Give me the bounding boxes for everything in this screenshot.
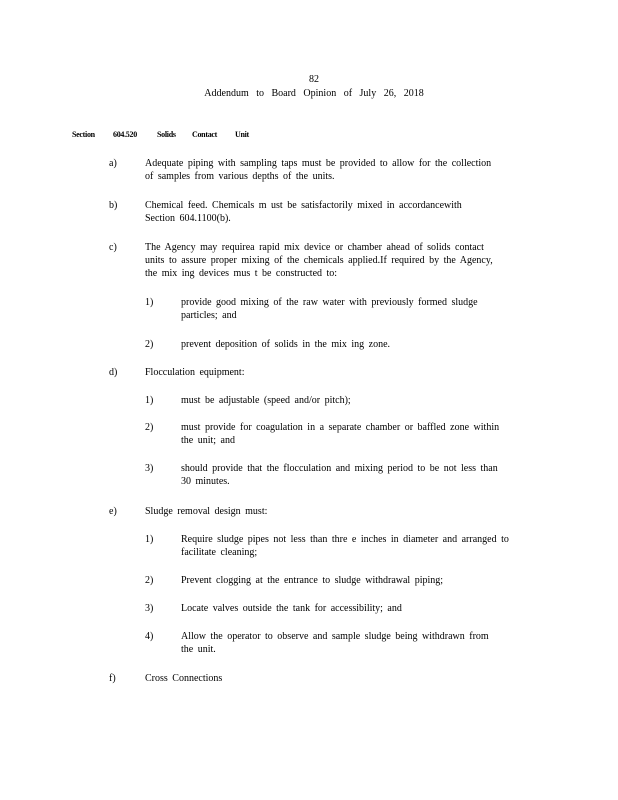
list-item-label: f) xyxy=(109,673,116,684)
section-word-solids: Solids xyxy=(157,130,176,139)
sub-item-text: Allow the operator to observe and sample sludge being withdrawn from the unit. xyxy=(181,631,489,655)
sub-item-label: 2) xyxy=(145,422,154,433)
sub-item-text: should provide that the flocculation and mixing period to be not less than 30 minutes. xyxy=(181,463,498,487)
page-title: Addendum to Board Opinion of July 26, 2018 xyxy=(204,88,424,99)
list-item-text: Adequate piping with sampling taps must be provided to allow for the collection of samples from various depths of the units. xyxy=(145,158,492,182)
list-item-label: d) xyxy=(109,367,118,378)
sub-item-text: prevent deposition of solids in the mix ing zone. xyxy=(181,339,391,350)
list-item-text: Flocculation equipment: xyxy=(145,367,245,378)
sub-item-label: 3) xyxy=(145,463,154,474)
section-word-contact: Contact xyxy=(192,130,218,139)
list-item-text: Cross Connections xyxy=(145,673,223,684)
list-item-text: Sludge removal design must: xyxy=(145,506,268,517)
sub-item-label: 2) xyxy=(145,339,154,350)
page-number: 82 xyxy=(309,74,319,85)
section-number: 604.520 xyxy=(113,130,137,139)
sub-item-label: 3) xyxy=(145,603,154,614)
list-item-text: The Agency may requirea rapid mix device or chamber ahead of solids contact units to assure proper mixing of the chemicals applied.If required by the Agency, the mix ing devices mus t be constructed to: xyxy=(145,242,493,279)
sub-item-label: 2) xyxy=(145,575,154,586)
list-item-label: a) xyxy=(109,158,117,169)
sub-item-label: 1) xyxy=(145,395,154,406)
sub-item-text: Prevent clogging at the entrance to sludge withdrawal piping; xyxy=(181,575,444,586)
sub-item-text: must be adjustable (speed and/or pitch); xyxy=(181,395,351,406)
sub-item-label: 1) xyxy=(145,297,154,308)
sub-item-text: must provide for coagulation in a separate chamber or baffled zone within the unit; and xyxy=(181,422,500,446)
list-item-label: b) xyxy=(109,200,118,211)
sub-item-label: 1) xyxy=(145,534,154,545)
list-item-text: Chemical feed. Chemicals m ust be satisfactorily mixed in accordancewith Section 604.1100(b). xyxy=(145,200,462,224)
list-item-label: c) xyxy=(109,242,117,253)
sub-item-label: 4) xyxy=(145,631,154,642)
sub-item-text: Locate valves outside the tank for accessibility; and xyxy=(181,603,402,614)
section-word-unit: Unit xyxy=(235,130,249,139)
sub-item-text: provide good mixing of the raw water with previously formed sludge particles; and xyxy=(181,297,478,321)
sub-item-text: Require sludge pipes not less than thre e inches in diameter and arranged to facilitate cleaning; xyxy=(181,534,509,558)
list-item-label: e) xyxy=(109,506,117,517)
section-label: Section xyxy=(72,130,95,139)
